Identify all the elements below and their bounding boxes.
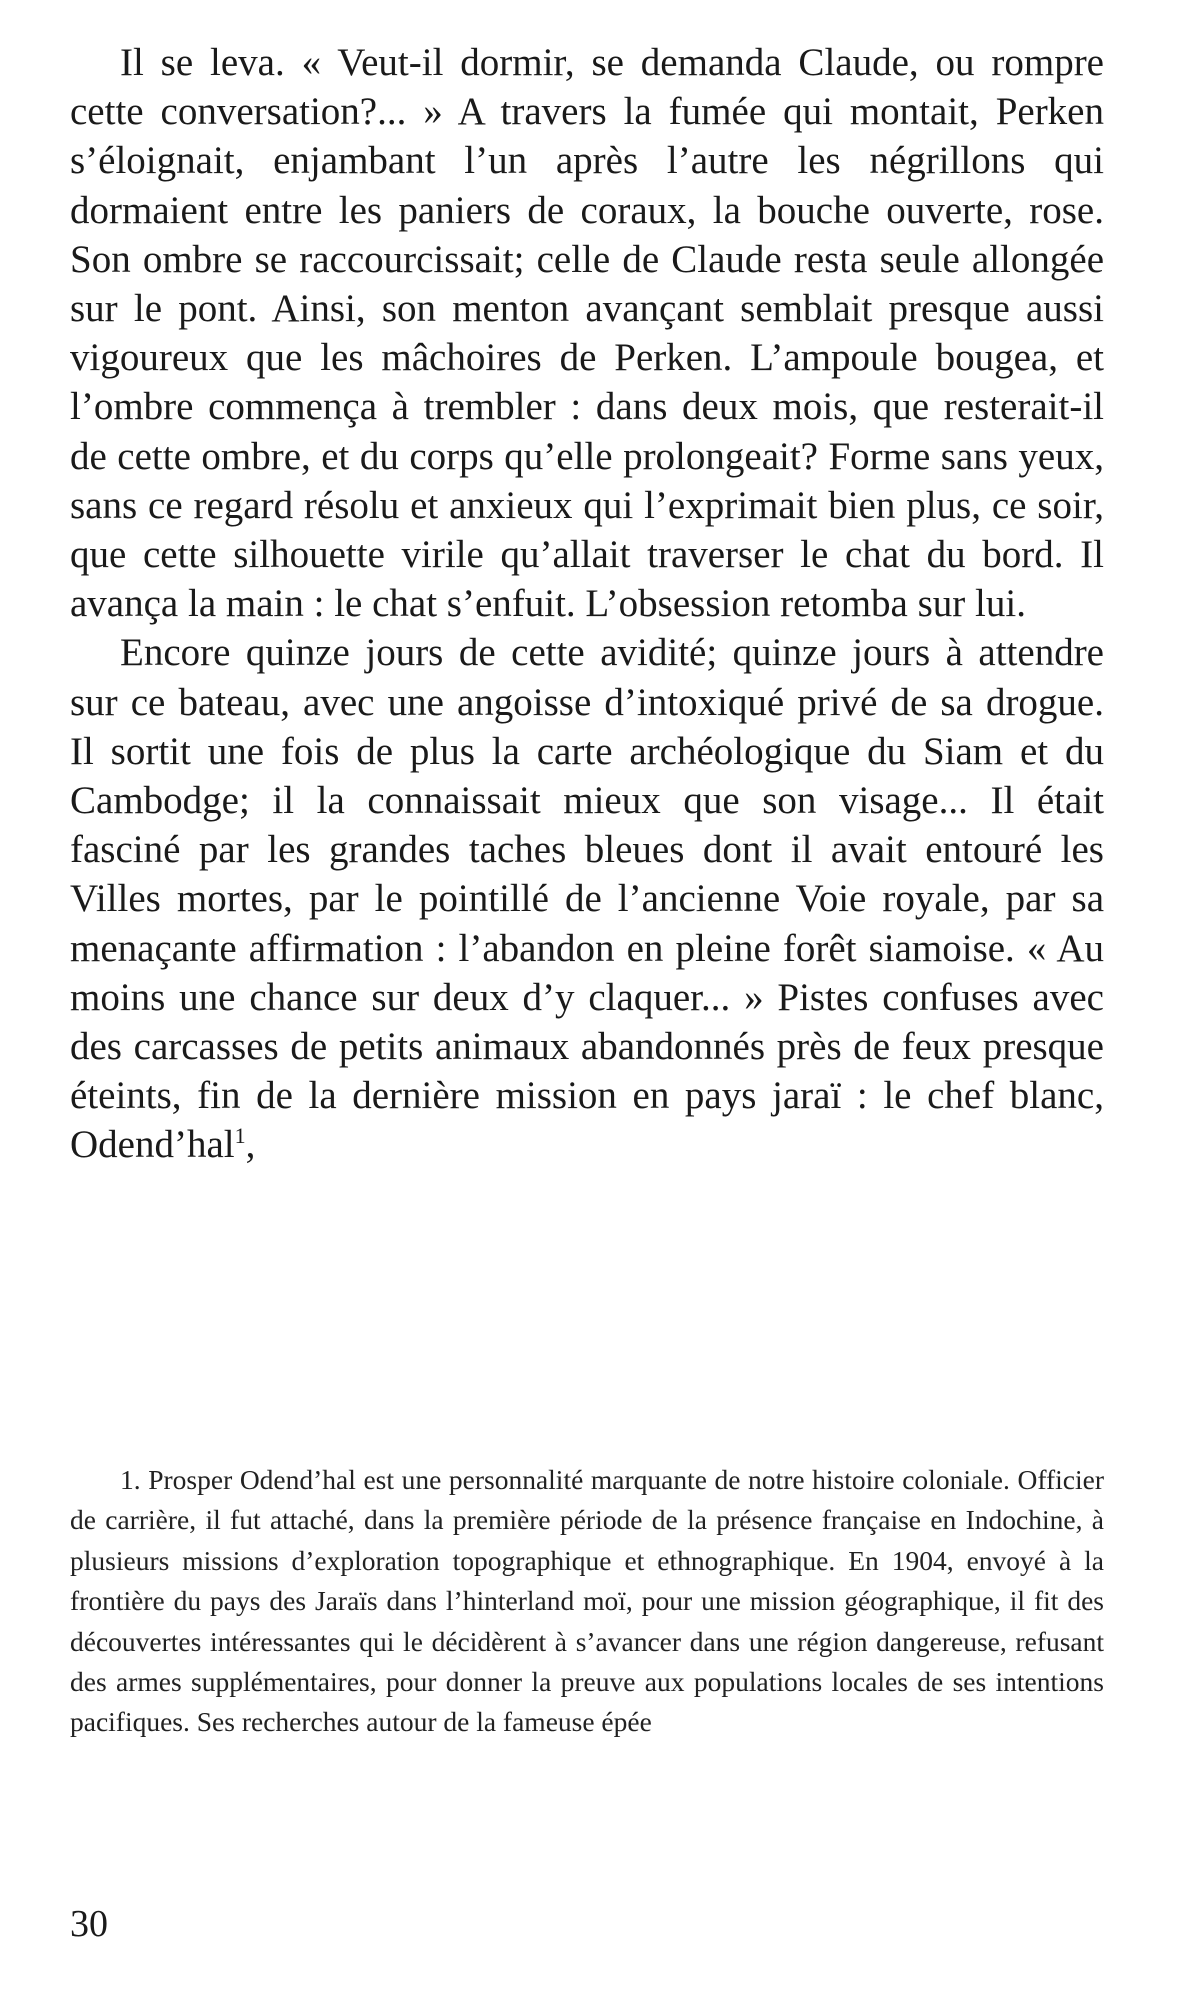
paragraph-2 [70, 628, 1104, 1169]
paragraph-1: Il se leva. « Veut-il dormir, se demanda Claude, ou rompre cette conversation?... » A travers la fumée qui montait, Perken s’éloignait, enjambant l’un après l’autre les négrillons qui dormaient entre les paniers de coraux, la bouche ouverte, rose. Son ombre se raccourcissait; celle de Claude resta seule allongée sur le pont. Ainsi, son menton avançant semblait presque aussi vigoureux que les mâchoires de Perken. L’ampoule bougea, et l’ombre commença à trembler : dans deux mois, que resterait-il de cette ombre, et du corps qu’elle prolongeait? Forme sans yeux, sans ce regard résolu et anxieux qui l’exprimait bien plus, ce soir, que cette silhouette virile qu’allait traverser le chat du bord. Il avança la main : le chat s’enfuit. L’obsession retomba sur lui. [70, 41, 1104, 626]
paragraph-2-end: , [245, 1123, 256, 1167]
page-number: 30 [70, 1903, 108, 1945]
footnote-1: 1. Prosper Odend’hal est une personnalité marquante de notre histoire coloniale. Officier de carrière, il fut attaché, dans la première période de la présence française en Indochine, à plusieurs missions d’exploration topographique et ethnographique. En 1904, envoyé à la frontière du pays des Jaraïs dans l’hinterland moï, pour une mission géographique, il fit des découvertes intéressantes qui le décidèrent à s’avancer dans une région dangereuse, refusant des armes supplémentaires, pour donner la preuve aux populations locales de ses intentions pacifiques. Ses recherches autour de la fameuse épée [70, 1464, 1104, 1738]
footnote-reference[interactable]: 1 [234, 1123, 246, 1149]
main-text [70, 38, 1104, 1170]
paragraph-2-text: Encore quinze jours de cette avidité; quinze jours à attendre sur ce bateau, avec une angoisse d’intoxiqué privé de sa drogue. Il sortit une fois de plus la carte archéologique du Siam et du Cambodge; il la connaissait mieux que son visage... Il était fasciné par les grandes taches bleues dont il avait entouré les Villes mortes, par le pointillé de l’ancienne Voie royale, par sa menaçante affirmation : l’abandon en pleine forêt siamoise. « Au moins une chance sur deux d’y claquer... » Pistes confuses avec des carcasses de petits animaux abandonnés près de feux presque éteints, fin de la dernière mission en pays jaraï : le chef blanc, Odend’hal [70, 631, 1104, 1167]
footnote-area [70, 1460, 1104, 1743]
page-body [70, 38, 1104, 1170]
